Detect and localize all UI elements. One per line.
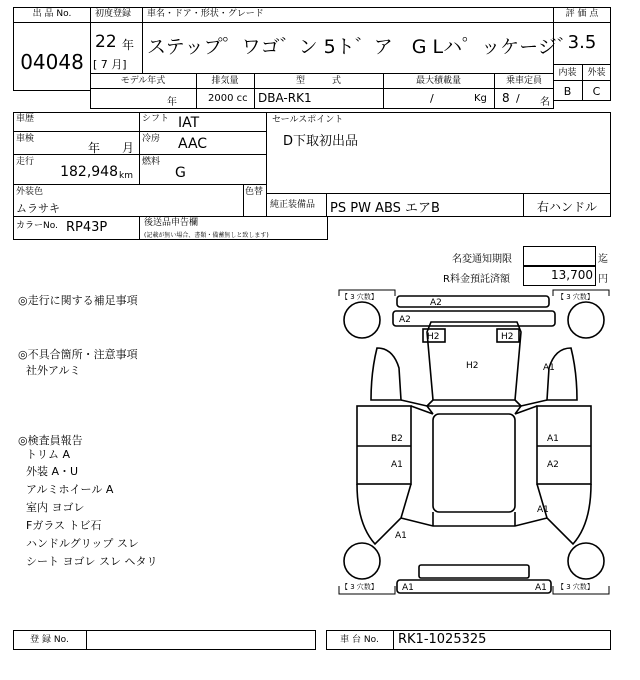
model-year-unit: 年 bbox=[167, 97, 177, 108]
exterior-label: 外装 bbox=[587, 68, 606, 78]
rear-bumper bbox=[397, 580, 551, 593]
corner-br-label: 【 3 穴数】 bbox=[557, 583, 594, 591]
mileage-unit: km bbox=[119, 171, 133, 181]
mark-rear-quarter-l: A1 bbox=[395, 531, 407, 541]
inspector-item: 外装 A・U bbox=[26, 465, 79, 478]
mileage-label: 走行 bbox=[16, 157, 35, 167]
inspection-label: 車検 bbox=[16, 134, 35, 144]
overall-score: 3.5 bbox=[567, 32, 597, 53]
vehicle-name-label: 車名・ドア・形状・グレード bbox=[147, 9, 264, 19]
displacement: 2000 cc bbox=[208, 93, 248, 104]
inspector-item: Fガラス トビ石 bbox=[26, 519, 102, 532]
history-label: 車歴 bbox=[16, 114, 35, 124]
notice-label: 名変通知期限 bbox=[452, 254, 512, 265]
reg-no-label: 登 録 No. bbox=[30, 635, 69, 645]
after-sale-label: 後送品申告欄 bbox=[144, 218, 199, 228]
chassis-no: RK1-1025325 bbox=[398, 632, 487, 647]
front-bumper bbox=[397, 296, 549, 307]
max-load-label: 最大積載量 bbox=[415, 76, 461, 86]
corner-tl-label: 【 3 穴数】 bbox=[341, 293, 378, 301]
color-no: RP43P bbox=[66, 220, 108, 235]
mark-fender-fr: A1 bbox=[543, 363, 555, 373]
inspector-item: 室内 ヨゴレ bbox=[26, 501, 85, 514]
exterior-score: C bbox=[592, 85, 601, 98]
notice-unit: 迄 bbox=[598, 254, 608, 265]
sales-point: D下取初出品 bbox=[283, 134, 359, 149]
ext-color: ムラサキ bbox=[16, 202, 60, 215]
mark-rear-quarter-r: A1 bbox=[537, 505, 549, 515]
left-side bbox=[357, 406, 411, 484]
model-year-label: モデル年式 bbox=[120, 76, 166, 86]
mark-front-grille: A2 bbox=[399, 315, 411, 325]
capacity-sep: / bbox=[516, 92, 520, 105]
capacity: 8 bbox=[502, 91, 510, 105]
recycle-unit: 円 bbox=[598, 274, 608, 285]
max-load-unit: Kg bbox=[474, 93, 487, 104]
wheel-rear-left bbox=[344, 543, 380, 579]
interior-score: B bbox=[563, 85, 572, 98]
vehicle-name: ステップ゜ワゴ゛ン 5ト゛ア G Lハ゜ッケージ゛ bbox=[147, 36, 576, 58]
lot-number-label: 出 品 No. bbox=[32, 9, 72, 19]
right-side bbox=[537, 406, 591, 484]
rear-window bbox=[419, 565, 529, 578]
displacement-label: 排気量 bbox=[211, 76, 239, 86]
registration-month: [ 7 月] bbox=[93, 58, 127, 71]
mark-door-rr-lower: A2 bbox=[547, 460, 559, 470]
vehicle-type: DBA-RK1 bbox=[258, 91, 312, 105]
mark-door-rl-lower: A1 bbox=[391, 460, 403, 470]
mark-rear-bumper-l: A1 bbox=[402, 583, 414, 593]
color-no-label: カラーNo. bbox=[16, 221, 58, 231]
registration-year: 22 bbox=[95, 32, 117, 52]
inspection-year: 年 bbox=[88, 141, 101, 155]
mark-front-bumper: A2 bbox=[430, 298, 442, 308]
recycle-value: 13,700 bbox=[551, 268, 593, 282]
driving-notes-title: ◎走行に関する補足事項 bbox=[18, 294, 138, 307]
damage-diagram bbox=[335, 288, 613, 618]
inspection-month: 月 bbox=[122, 141, 135, 155]
inspector-item: ハンドルグリップ スレ bbox=[26, 537, 139, 550]
after-sale-note: (記載が無い場合、書類・備蓄無しと致します) bbox=[144, 232, 269, 239]
type-label: 型 式 bbox=[295, 76, 341, 86]
lot-number-box bbox=[13, 7, 91, 91]
ext-color-label: 外装色 bbox=[16, 187, 44, 197]
roof bbox=[433, 414, 515, 512]
corner-tr-label: 【 3 穴数】 bbox=[557, 293, 594, 301]
sales-point-label: セールスポイント bbox=[272, 115, 344, 125]
registration-year-unit: 年 bbox=[122, 38, 135, 52]
equipment: PS PW ABS エアB bbox=[330, 201, 440, 216]
mark-rear-bumper-r: A1 bbox=[535, 583, 547, 593]
mark-hood: H2 bbox=[466, 361, 479, 371]
color-change-label: 色替 bbox=[245, 187, 264, 197]
chassis-label: 車 台 No. bbox=[340, 635, 379, 645]
defect-item: 社外アルミ bbox=[26, 364, 81, 377]
mark-headlight-left: H2 bbox=[427, 332, 440, 342]
fuel: G bbox=[175, 165, 186, 181]
shift-label: シフト bbox=[142, 114, 170, 124]
wheel-front-right bbox=[568, 302, 604, 338]
inspector-item: アルミホイール A bbox=[26, 483, 114, 496]
equipment-label: 純正装備品 bbox=[270, 200, 316, 210]
score-label: 評 価 点 bbox=[565, 9, 599, 19]
wheel-rear-right bbox=[568, 543, 604, 579]
corner-bl-label: 【 3 穴数】 bbox=[341, 583, 378, 591]
fuel-label: 燃料 bbox=[142, 157, 161, 167]
interior-label: 内装 bbox=[558, 68, 577, 78]
max-load: / bbox=[430, 92, 434, 105]
mark-headlight-right: H2 bbox=[501, 332, 514, 342]
wheel-front-left bbox=[344, 302, 380, 338]
mark-door-rl-upper: B2 bbox=[391, 434, 403, 444]
notice-value-box bbox=[523, 246, 596, 266]
front-grille bbox=[393, 311, 555, 326]
defects-title: ◎不具合箇所・注意事項 bbox=[18, 348, 138, 361]
inspector-item: シート ヨゴレ スレ ヘタリ bbox=[26, 555, 158, 568]
steering: 右ハンドル bbox=[536, 200, 597, 214]
inspector-report-title: ◎検査員報告 bbox=[18, 434, 83, 447]
shift: IAT bbox=[178, 115, 200, 131]
ac: AAC bbox=[178, 136, 208, 152]
capacity-unit: 名 bbox=[540, 97, 550, 108]
lot-number: 04048 bbox=[20, 50, 84, 74]
first-registration-label: 初度登録 bbox=[95, 9, 132, 19]
capacity-label: 乗車定員 bbox=[505, 76, 542, 86]
recycle-label: R料金預託済額 bbox=[443, 274, 510, 285]
ac-label: 冷房 bbox=[142, 134, 161, 144]
mileage: 182,948 bbox=[60, 164, 118, 180]
mark-door-rr-upper: A1 bbox=[547, 434, 559, 444]
inspector-item: トリム A bbox=[26, 448, 71, 461]
